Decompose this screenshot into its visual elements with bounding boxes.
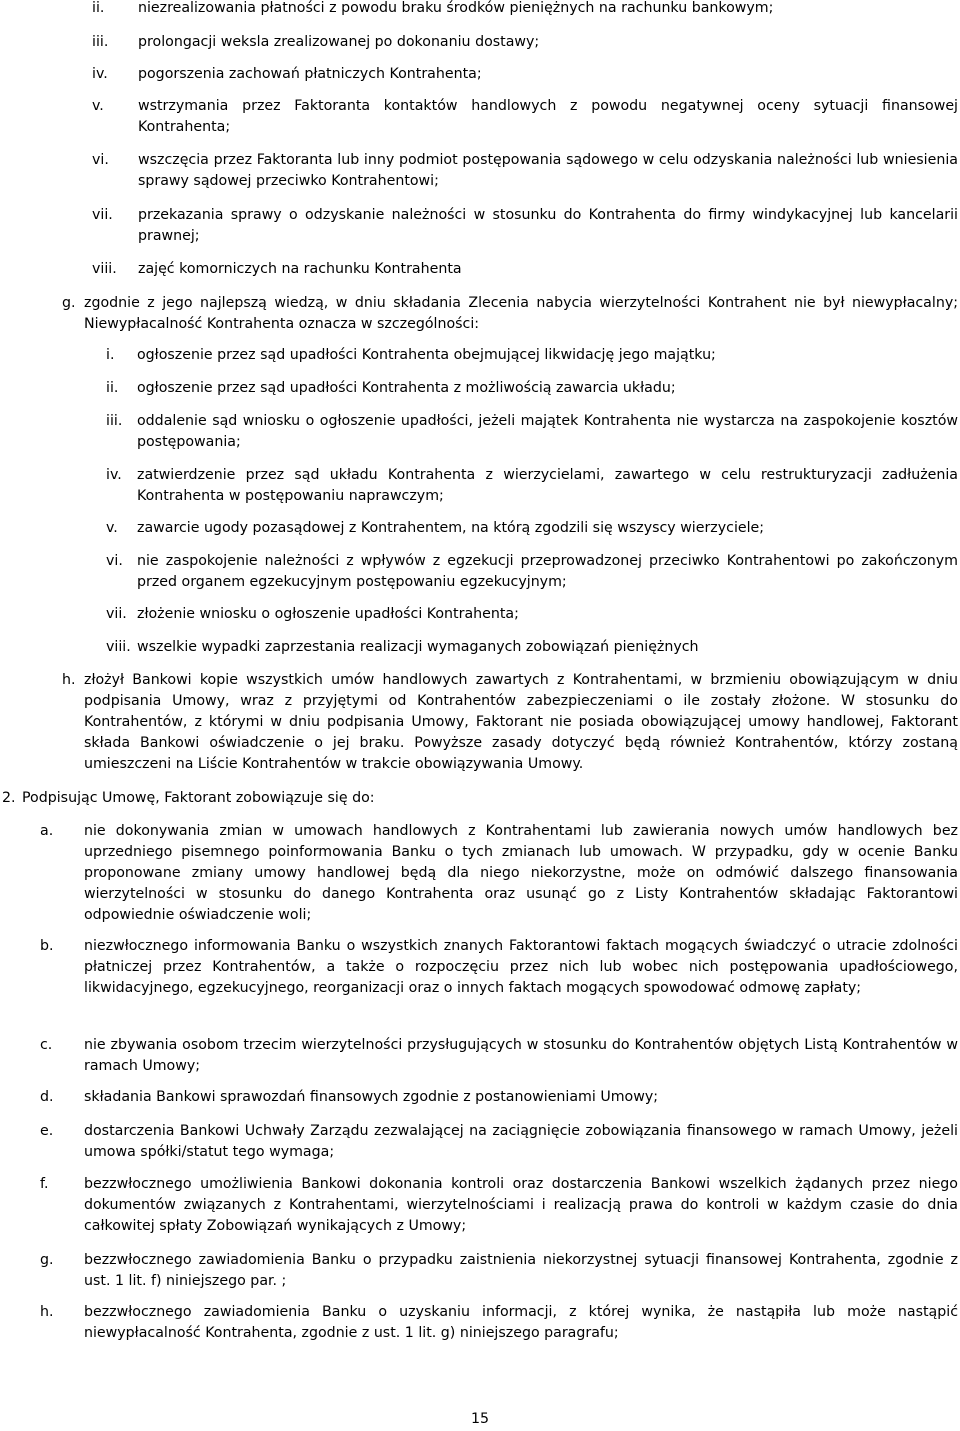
list-item-text: niezrealizowania płatności z powodu braku środków pieniężnych na rachunku bankowym; bbox=[138, 0, 774, 16]
list-item bbox=[92, 96, 958, 138]
list-item-letter: g. bbox=[62, 295, 76, 311]
list-item-text: nie dokonywania zmian w umowach handlowych z Kontrahentami lub zawierania nowych umów handlowych bez uprzedniego pisemnego poinformowania Banku o tych zmianach lub umowach. W przypadku, gdy w ocenie Banku proponowane zmiany umowy handlowej będą dla niego niekorzystne, może on odmówić dalszego finansowania wierzytelności w stosunku do danego Kontrahenta oraz usunąć go z Listy Kontrahentów składając Faktorantowi odpowiednie oświadczenie woli; bbox=[84, 823, 958, 923]
list-item bbox=[62, 670, 958, 775]
list-item-text: przekazania sprawy o odzyskanie należności w stosunku do Kontrahenta do firmy windykacyjnej lub kancelarii prawnej; bbox=[138, 207, 958, 244]
list-item bbox=[92, 150, 958, 192]
list-item bbox=[40, 1035, 958, 1077]
list-item-number: vi. bbox=[106, 553, 123, 569]
list-item bbox=[40, 1250, 958, 1292]
list-item-text: ogłoszenie przez sąd upadłości Kontrahenta obejmującej likwidację jego majątku; bbox=[137, 347, 716, 363]
list-item-number: vii. bbox=[92, 207, 113, 223]
list-item-number: iv. bbox=[106, 467, 122, 483]
list-item-text: niezwłocznego informowania Banku o wszystkich znanych Faktorantowi faktach mogących świadczyć o utracie zdolności płatniczej przez Kontrahentów, a także o rozpoczęciu przez nich lub wobec nich postępowania upadłościowego, likwidacyjnego, egzekucyjnego, reorganizacji oraz o innych faktach mogących spowodować odmowę zapłaty; bbox=[84, 938, 958, 996]
list-item bbox=[106, 551, 958, 593]
list-item-number: v. bbox=[106, 520, 118, 536]
list-item bbox=[106, 465, 958, 507]
list-item-letter: g. bbox=[40, 1252, 54, 1268]
list-item-text: dostarczenia Bankowi Uchwały Zarządu zezwalającej na zaciągnięcie zobowiązania finansowego w ramach Umowy, jeżeli umowa spółki/statut tego wymaga; bbox=[84, 1123, 958, 1160]
list-item-text: bezzwłocznego zawiadomienia Banku o przypadku zaistnienia niekorzystnej sytuacji finansowej Kontrahenta, zgodnie z ust. 1 lit. f) niniejszego par. ; bbox=[84, 1252, 958, 1289]
list-item-text: wstrzymania przez Faktoranta kontaktów handlowych z powodu negatywnej oceny sytuacji finansowej Kontrahenta; bbox=[138, 98, 958, 135]
list-item bbox=[40, 1087, 958, 1108]
list-item bbox=[106, 411, 958, 453]
list-item-text: zajęć komorniczych na rachunku Kontrahenta bbox=[138, 261, 462, 277]
list-item-text: nie zaspokojenie należności z wpływów z egzekucji przeprowadzonej przeciwko Kontrahentowi po zakończonym przed organem egzekucyjnym postępowaniu egzekucyjnym; bbox=[137, 553, 958, 590]
list-item bbox=[106, 604, 958, 625]
list-item-text: pogorszenia zachowań płatniczych Kontrahenta; bbox=[138, 66, 482, 82]
list-item bbox=[92, 32, 958, 53]
list-item-text: ogłoszenie przez sąd upadłości Kontrahenta z możliwością zawarcia układu; bbox=[137, 380, 676, 396]
list-item-number: iii. bbox=[106, 413, 123, 429]
list-item bbox=[106, 637, 958, 658]
list-item-number: iv. bbox=[92, 66, 108, 82]
list-item-letter: d. bbox=[40, 1089, 54, 1105]
list-item-number: vii. bbox=[106, 606, 127, 622]
list-item-text: wszelkie wypadki zaprzestania realizacji wymaganych zobowiązań pieniężnych bbox=[137, 639, 699, 655]
list-item-number: vi. bbox=[92, 152, 109, 168]
list-item-text: prolongacji weksla zrealizowanej po dokonaniu dostawy; bbox=[138, 34, 540, 50]
list-item bbox=[92, 0, 958, 19]
list-item-number: v. bbox=[92, 98, 104, 114]
list-item-text: złożył Bankowi kopie wszystkich umów handlowych zawartych z Kontrahentami, w brzmieniu obowiązującym w dniu podpisania Umowy, wraz z przyjętymi od Kontrahentów zabezpieczeniami o ile zostały złożone. W stosunku do Kontrahentów, z którymi w dniu podpisania Umowy, Faktorant nie posiada obowiązującej umowy handlowej, Faktorant składa Bankowi oświadczenie o jej braku. Powyższe zasady dotyczyć będą również Kontrahentów, którzy zostaną umieszczeni na Liście Kontrahentów w trakcie obowiązywania Umowy. bbox=[84, 672, 958, 772]
list-item bbox=[92, 64, 958, 85]
list-item bbox=[62, 293, 958, 335]
list-item bbox=[40, 1174, 958, 1237]
list-item-text: składania Bankowi sprawozdań finansowych zgodnie z postanowieniami Umowy; bbox=[84, 1089, 658, 1105]
list-item bbox=[92, 259, 958, 280]
list-item-number: ii. bbox=[106, 380, 119, 396]
list-item bbox=[106, 518, 958, 539]
list-item-text: wszczęcia przez Faktoranta lub inny podmiot postępowania sądowego w celu odzyskania należności lub wniesienia sprawy sądowej przeciwko Kontrahentowi; bbox=[138, 152, 958, 189]
list-item-letter: e. bbox=[40, 1123, 54, 1139]
list-item-letter: f. bbox=[40, 1176, 49, 1192]
page-number: 15 bbox=[470, 1411, 490, 1427]
list-item-number: iii. bbox=[92, 34, 109, 50]
list-item-number: viii. bbox=[106, 639, 131, 655]
list-item bbox=[40, 1121, 958, 1163]
section-number: 2. bbox=[2, 790, 16, 806]
list-item-text: oddalenie sąd wniosku o ogłoszenie upadłości, jeżeli majątek Kontrahenta nie wystarcza na zaspokojenie kosztów postępowania; bbox=[137, 413, 958, 450]
list-item-number: ii. bbox=[92, 0, 105, 16]
list-item-text: złożenie wniosku o ogłoszenie upadłości Kontrahenta; bbox=[137, 606, 519, 622]
list-item-text: zawarcie ugody pozasądowej z Kontrahentem, na którą zgodzili się wszyscy wierzyciele; bbox=[137, 520, 765, 536]
section-heading bbox=[2, 788, 958, 809]
list-item-number: i. bbox=[106, 347, 115, 363]
list-item bbox=[40, 936, 958, 999]
list-item bbox=[106, 378, 958, 399]
section-heading-text: Podpisując Umowę, Faktorant zobowiązuje się do: bbox=[22, 790, 375, 806]
list-item-text: nie zbywania osobom trzecim wierzytelności przysługujących w stosunku do Kontrahentów objętych Listą Kontrahentów w ramach Umowy; bbox=[84, 1037, 958, 1074]
list-item-letter: a. bbox=[40, 823, 54, 839]
list-item-letter: h. bbox=[62, 672, 76, 688]
list-item-text: bezzwłocznego zawiadomienia Banku o uzyskaniu informacji, z której wynika, że nastąpiła lub może nastąpić niewypłacalność Kontrahenta, zgodnie z ust. 1 lit. g) niniejszego paragrafu; bbox=[84, 1304, 958, 1341]
list-item-text: bezzwłocznego umożliwienia Bankowi dokonania kontroli oraz dostarczenia Bankowi wszelkich żądanych przez niego dokumentów związanych z Kontrahentami, wierzytelnościami i realizacją prawa do kontroli w każdym czasie do dnia całkowitej spłaty Zobowiązań wynikających z Umowy; bbox=[84, 1176, 958, 1234]
list-item-text: zatwierdzenie przez sąd układu Kontrahenta z wierzycielami, zawartego w celu restrukturyzacji zadłużenia Kontrahenta w postępowaniu naprawczym; bbox=[137, 467, 958, 504]
list-item-letter: h. bbox=[40, 1304, 54, 1320]
list-item bbox=[40, 821, 958, 926]
list-item-letter: b. bbox=[40, 938, 54, 954]
list-item bbox=[40, 1302, 958, 1344]
list-item-letter: c. bbox=[40, 1037, 53, 1053]
list-item bbox=[106, 345, 958, 366]
list-item-number: viii. bbox=[92, 261, 117, 277]
list-item-text: zgodnie z jego najlepszą wiedzą, w dniu składania Zlecenia nabycia wierzytelności Kontrahent nie był niewypłacalny; Niewypłacalność Kontrahenta oznacza w szczególności: bbox=[84, 295, 958, 332]
list-item bbox=[92, 205, 958, 247]
